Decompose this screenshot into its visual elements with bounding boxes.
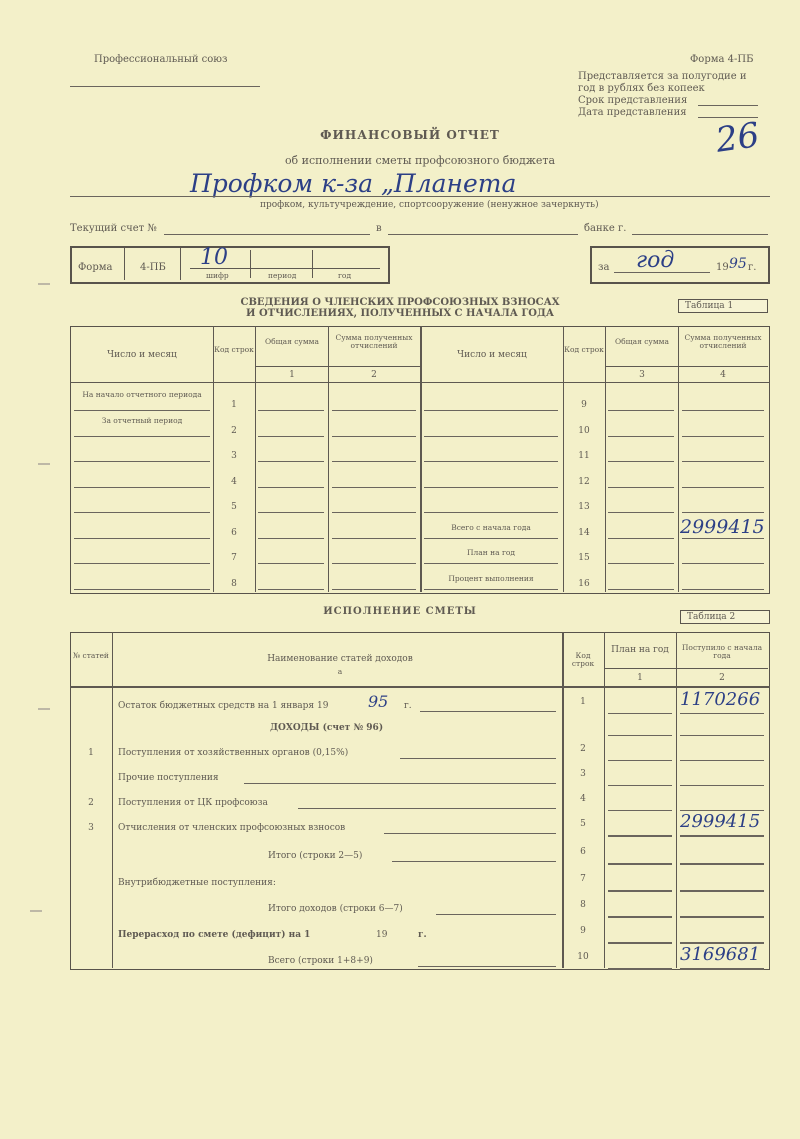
t2-row-code: 8 <box>580 900 586 910</box>
t2-row-text: Поступления от ЦК профсоюза <box>118 798 268 808</box>
edge-mark <box>30 910 42 912</box>
t2-row-received: 3169681 <box>680 944 761 965</box>
submit-note-1: Представляется за полугодие и <box>578 71 747 82</box>
year-suffix: г. <box>748 262 757 273</box>
t1-row-line <box>608 410 674 411</box>
t1-row-line <box>608 563 674 564</box>
t1-right-code: 13 <box>578 502 590 512</box>
t2-cell-line <box>608 835 672 837</box>
date-row <box>578 107 746 119</box>
t1-row-line <box>74 410 210 411</box>
t1-row-line <box>682 410 764 411</box>
account-in-label: в <box>376 223 382 234</box>
t2-cell-line <box>608 760 672 761</box>
t2-row-text: Перерасход по смете (дефицит) на 1 <box>118 930 311 940</box>
t2-row-num: 2 <box>88 798 94 808</box>
t2-h-name: Наименование статей доходов <box>267 654 413 664</box>
t2-cell-line <box>680 713 764 714</box>
in-line <box>388 234 578 235</box>
t2-row-code: 6 <box>580 847 586 857</box>
t1-h-deductions-right: Сумма полученных отчислений <box>684 333 762 350</box>
edge-mark <box>38 463 50 465</box>
t1-row-line <box>74 563 210 564</box>
t2-fill-line <box>400 758 556 759</box>
t1-left-code: 7 <box>231 553 237 563</box>
year-za: за <box>598 262 610 273</box>
t1-row-line <box>332 410 416 411</box>
t1-row-line <box>74 461 210 462</box>
t1-row-line <box>682 563 764 564</box>
t2-row-text: ДОХОДЫ (счет № 96) <box>270 723 384 733</box>
t2-fill-line <box>392 861 556 862</box>
t1-row-line <box>608 487 674 488</box>
t1-left-label: За отчетный период <box>101 416 183 425</box>
form-label: Форма <box>78 262 113 273</box>
organization-line <box>70 196 770 197</box>
t2-cell-line <box>680 916 764 918</box>
t1-colnum: 1 <box>289 370 295 380</box>
date-label: Дата представления <box>578 107 687 118</box>
report-subtitle: об исполнении сметы профсоюзного бюджета <box>284 154 556 167</box>
account-line <box>164 234 370 235</box>
t2-row-text: Итого доходов (строки 6—7) <box>268 904 403 914</box>
t2-year-handwritten: 95 <box>368 692 389 711</box>
t1-h-code-left: Код строк <box>214 345 254 354</box>
t2-fill-line <box>418 966 556 967</box>
t1-subheader-line <box>605 366 768 367</box>
t1-row-line <box>608 512 674 513</box>
t2-cell-line <box>608 863 672 865</box>
t1-row-line <box>74 436 210 437</box>
t2-col <box>112 632 113 968</box>
year-period-value: год <box>636 248 675 273</box>
t1-row-line <box>74 589 210 590</box>
t2-cell-line <box>608 735 672 736</box>
table1-title-1: СВЕДЕНИЯ О ЧЛЕНСКИХ ПРОФСОЮЗНЫХ ВЗНОСАХ <box>240 297 560 308</box>
t1-row-line <box>682 589 764 590</box>
table2-title: ИСПОЛНЕНИЕ СМЕТЫ <box>323 606 477 617</box>
t2-h-received: Поступило с начала года <box>681 643 763 660</box>
t1-row-line <box>332 563 416 564</box>
t1-right-code: 15 <box>578 553 590 563</box>
t1-left-code: 2 <box>231 426 237 436</box>
t1-h-code-right: Код строк <box>564 345 604 354</box>
cipher-value: 10 <box>200 245 228 270</box>
t1-col <box>420 326 422 592</box>
report-title: ФИНАНСОВЫЙ ОТЧЕТ <box>320 128 500 142</box>
t2-row-text: Поступления от хозяйственных органов (0,15%) <box>118 748 349 758</box>
form-box-divider <box>180 248 181 280</box>
t1-subheader-line <box>255 366 420 367</box>
account-label: Текущий счет № <box>70 223 157 234</box>
t2-cell-line <box>608 916 672 918</box>
t1-row-line <box>74 538 210 539</box>
t2-row-text-after: г. <box>418 930 427 940</box>
t2-fill-line <box>436 914 556 915</box>
year-value: 95 <box>729 256 747 272</box>
t2-fill-line <box>420 711 556 712</box>
t1-h-month-right: Число и месяц <box>457 350 527 360</box>
t1-left-code: 3 <box>231 451 237 461</box>
submit-note-2: год в рублях без копеек <box>578 83 705 94</box>
t1-row-line <box>424 410 558 411</box>
t2-cell-line <box>680 890 764 892</box>
t1-right-label: Всего с начала года <box>451 523 531 532</box>
t2-row-code: 1 <box>580 697 586 707</box>
union-label: Профессиональный союз <box>94 54 228 65</box>
t1-row-line <box>424 436 558 437</box>
t1-row-line <box>682 461 764 462</box>
t2-h-code: Код строк <box>571 651 595 668</box>
t1-h-deductions-left: Сумма полученных отчислений <box>335 333 413 350</box>
t1-row-line <box>682 512 764 513</box>
t2-row-text-after: г. <box>404 701 412 711</box>
t1-left-code: 1 <box>231 400 237 410</box>
t2-row-code: 7 <box>580 874 586 884</box>
form-number: 4-ПБ <box>140 262 166 273</box>
t1-left-code: 6 <box>231 528 237 538</box>
organization-caption: профком, культучреждение, спортсооружение (ненужное зачеркнуть) <box>260 200 599 210</box>
t1-left-code: 4 <box>231 477 237 487</box>
t1-left-code: 8 <box>231 579 237 589</box>
t1-right-label: План на год <box>466 548 516 557</box>
table1-badge: Таблица 1 <box>678 299 768 313</box>
form-code: Форма 4-ПБ <box>690 54 754 65</box>
table1-title <box>220 297 580 319</box>
t1-row-line <box>74 487 210 488</box>
t2-row-code: 2 <box>580 744 586 754</box>
deadline-row <box>578 95 746 107</box>
t1-row-line <box>332 461 416 462</box>
t1-h-total-left: Общая сумма <box>265 337 319 346</box>
t2-cell-line <box>608 942 672 944</box>
t1-row-line <box>258 410 324 411</box>
t2-fill-line <box>298 808 556 809</box>
t1-row-line <box>424 563 558 564</box>
t1-left-code: 5 <box>231 502 237 512</box>
t2-row-text: Отчисления от членских профсоюзных взносов <box>118 823 346 833</box>
deadline-label: Срок представления <box>578 95 688 106</box>
t2-cell-line <box>608 713 672 714</box>
t1-right-code: 14 <box>578 528 590 538</box>
t1-row-line <box>424 512 558 513</box>
t2-h-plan: План на год <box>611 645 669 655</box>
union-name-line <box>70 86 260 87</box>
t2-row-num: 3 <box>88 823 94 833</box>
t2-colnum: 2 <box>719 673 725 683</box>
t2-subheader-line <box>604 668 768 669</box>
t2-cell-line <box>680 835 764 837</box>
t2-row-received: 1170266 <box>680 689 761 710</box>
form-box-divider <box>124 248 125 280</box>
form-cell-divider <box>250 250 251 278</box>
bank-label: банке г. <box>584 223 627 234</box>
t1-row-line <box>424 589 558 590</box>
t2-cell-line <box>608 785 672 786</box>
t1-row-line <box>424 487 558 488</box>
t1-right-code: 16 <box>578 579 590 589</box>
t1-row-line <box>258 563 324 564</box>
t2-row-text-mid: 19 <box>376 930 388 940</box>
col-year: год <box>338 271 352 280</box>
t1-h-month-left: Число и месяц <box>107 350 177 360</box>
t2-row-code: 10 <box>577 952 589 962</box>
t2-cell-line <box>680 863 764 865</box>
t1-row-line <box>258 436 324 437</box>
t2-row-text: Итого (строки 2—5) <box>268 851 363 861</box>
t1-colnum: 3 <box>639 370 645 380</box>
t1-row-line <box>424 461 558 462</box>
t1-right-code: 12 <box>578 477 590 487</box>
t2-cell-line <box>680 760 764 761</box>
deadline-line <box>698 105 758 106</box>
t1-row-line <box>258 512 324 513</box>
t1-row-line <box>332 538 416 539</box>
t2-row-code: 5 <box>580 819 586 829</box>
t2-h-name-sub: а <box>337 667 343 676</box>
t2-cell-line <box>608 890 672 892</box>
t1-row-line <box>258 461 324 462</box>
t2-cell-line <box>680 735 764 736</box>
table2-header-line <box>70 686 770 688</box>
table2-badge: Таблица 2 <box>680 610 770 624</box>
t2-row-num: 1 <box>88 748 94 758</box>
t2-cell-line <box>680 785 764 786</box>
t1-row-line <box>258 487 324 488</box>
t1-row-line <box>74 512 210 513</box>
t1-row-line <box>608 461 674 462</box>
t1-right-code: 9 <box>581 400 587 410</box>
t1-right-code: 10 <box>578 426 590 436</box>
t1-row-line <box>682 487 764 488</box>
t1-row-line <box>608 538 674 539</box>
t1-right-label: Процент выполнения <box>448 574 534 583</box>
t2-row-code: 3 <box>580 769 586 779</box>
t2-cell-line <box>608 810 672 811</box>
table1-title-2: И ОТЧИСЛЕНИЯХ, ПОЛУЧЕННЫХ С НАЧАЛА ГОДА <box>246 308 554 319</box>
t1-row-line <box>682 436 764 437</box>
t2-cell-line <box>608 968 672 970</box>
year-prefix: 19 <box>716 262 729 273</box>
edge-mark <box>38 708 50 710</box>
t1-row-line <box>424 538 558 539</box>
t2-row-code: 9 <box>580 926 586 936</box>
t1-row-line <box>332 436 416 437</box>
submit-note <box>578 71 746 119</box>
t1-row-line <box>608 436 674 437</box>
t1-right-code: 11 <box>578 451 590 461</box>
t1-row-line <box>332 589 416 590</box>
t1-row-line <box>608 589 674 590</box>
t2-row-text: Внутрибюджетные поступления: <box>118 878 276 888</box>
t1-row-line <box>332 487 416 488</box>
t2-row-code: 4 <box>580 794 586 804</box>
margin-number: 26 <box>713 115 762 161</box>
col-period: период <box>268 271 297 280</box>
t2-fill-line <box>384 833 556 834</box>
edge-mark <box>38 283 50 285</box>
row14-total-value: 2999415 <box>680 516 765 538</box>
t1-row-line <box>258 589 324 590</box>
t1-h-total-right: Общая сумма <box>615 337 669 346</box>
t2-colnum: 1 <box>637 673 643 683</box>
t2-fill-line <box>244 783 556 784</box>
t2-h-num: № статей <box>73 651 109 660</box>
t1-colnum: 4 <box>720 370 726 380</box>
organization-name: Профком к-за „Планета <box>190 169 517 198</box>
t1-left-label: На начало отчетного периода <box>82 390 202 399</box>
t2-row-text: Остаток бюджетных средств на 1 января 19 <box>118 701 329 711</box>
t1-row-line <box>258 538 324 539</box>
bank-line <box>632 234 768 235</box>
t1-row-line <box>682 538 764 539</box>
t2-row-text: Всего (строки 1+8+9) <box>268 956 373 966</box>
t2-row-text: Прочие поступления <box>118 773 219 783</box>
t1-row-line <box>332 512 416 513</box>
t1-colnum: 2 <box>371 370 377 380</box>
form-cell-divider <box>312 250 313 278</box>
t2-row-received: 2999415 <box>680 811 761 832</box>
col-cipher: шифр <box>206 271 229 280</box>
t2-cell-line <box>680 968 764 970</box>
